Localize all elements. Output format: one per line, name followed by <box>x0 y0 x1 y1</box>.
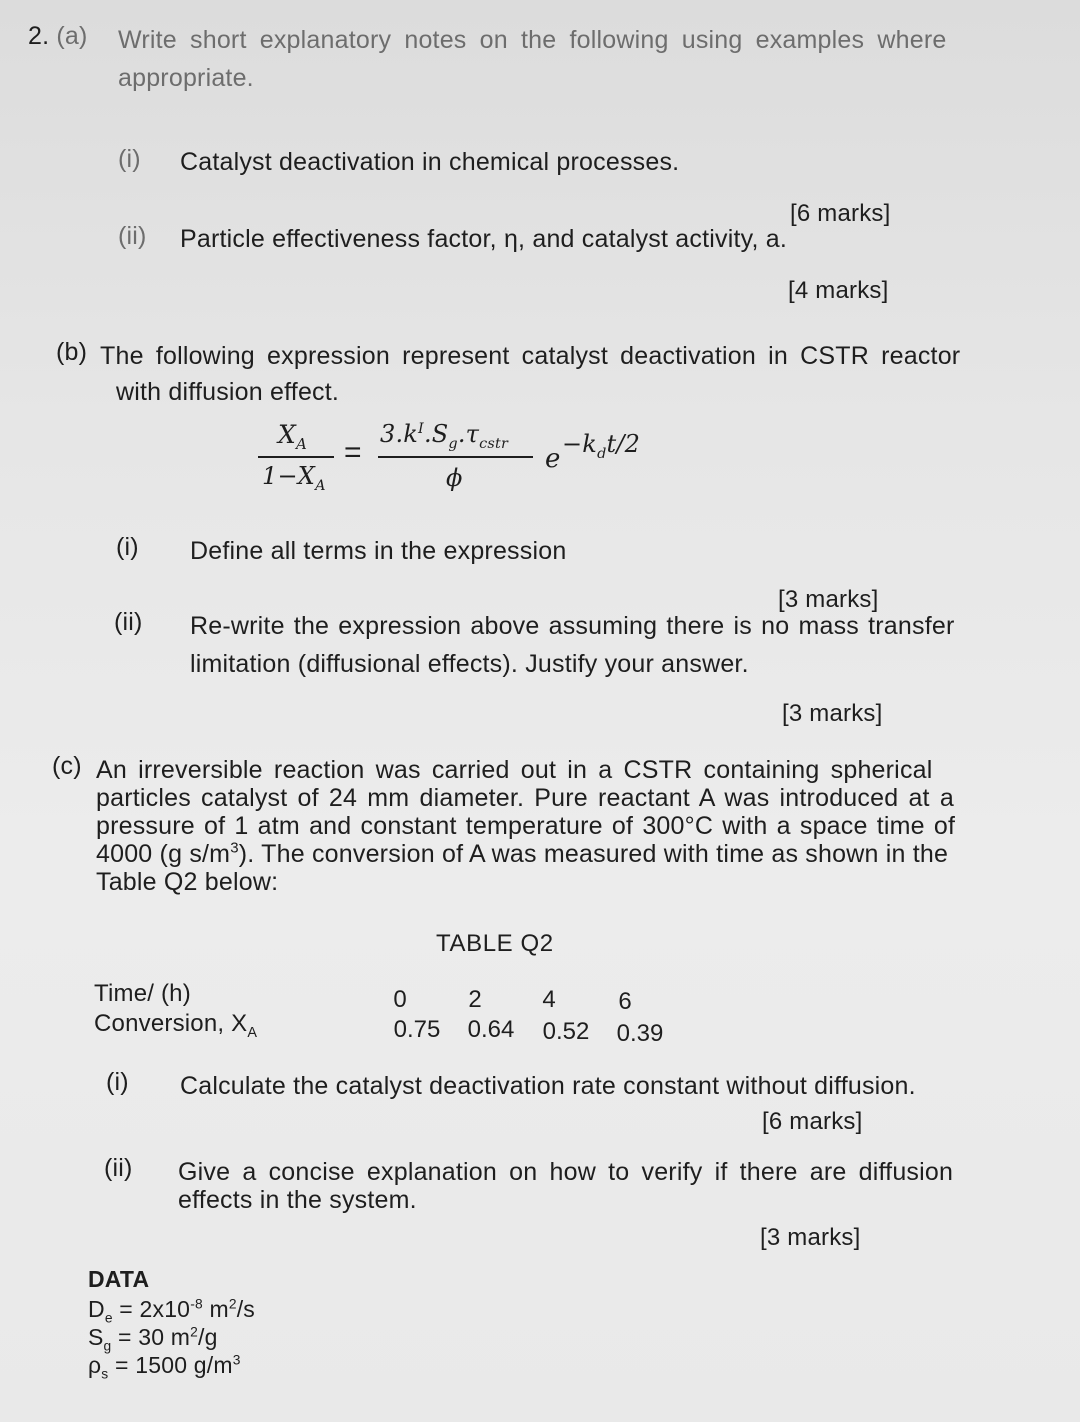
part-a-intro-line1: Write short explanatory notes on the following using examples where <box>118 26 947 54</box>
part-c-item2-text-line1: Give a concise explanation on how to verify if there are diffusion <box>178 1158 954 1186</box>
part-b-item1-marks: [3 marks] <box>778 586 879 613</box>
equation-lhs-numerator: $X_A$ <box>278 420 308 453</box>
part-a-item2-text: Particle effectiveness factor, η, and catalyst activity, a. <box>180 225 787 253</box>
table-cell-time: 0 <box>393 986 407 1013</box>
part-b-intro-line2: with diffusion effect. <box>116 378 340 406</box>
table-title: TABLE Q2 <box>436 930 554 957</box>
part-b-label: (b) <box>56 338 88 366</box>
table-cell-conversion: 0.64 <box>467 1016 515 1043</box>
part-c-intro-line3: pressure of 1 atm and constant temperature of 300°C with a space time of <box>96 812 956 840</box>
equation-exponential: e <box>545 444 561 474</box>
part-c-item1-marks: [6 marks] <box>762 1108 863 1135</box>
part-c-label: (c) <box>52 752 82 780</box>
table-cell-conversion: 0.75 <box>393 1016 441 1043</box>
part-b-item2-marks: [3 marks] <box>782 700 883 727</box>
part-a-item1-label: (i) <box>118 145 141 173</box>
table-cell-conversion: 0.52 <box>542 1018 590 1045</box>
part-a-label: (a) <box>56 22 88 50</box>
equation-lhs-fraction-bar <box>258 456 334 458</box>
part-b-item2-text-line2: limitation (diffusional effects). Justify your answer. <box>190 650 749 678</box>
data-de: $D_e = 2x10^{-8}$ $m^2/s$ <box>88 1296 255 1326</box>
part-b-item1-label: (i) <box>116 533 139 561</box>
data-sg: $S_g = 30$ $m^2/g$ <box>88 1324 218 1354</box>
part-a-intro-line2: appropriate. <box>118 64 254 92</box>
part-b-item2-text-line1: Re-write the expression above assuming there is no mass transfer <box>190 612 955 640</box>
part-c-item2-text-line2: effects in the system. <box>178 1186 417 1214</box>
equation-rhs-denominator: ϕ <box>446 464 463 492</box>
table-cell-time: 2 <box>468 986 482 1013</box>
part-a-item1-text: Catalyst deactivation in chemical processes. <box>180 148 680 176</box>
part-c-intro-line2: particles catalyst of 24 mm diameter. Pure reactant A was introduced at a <box>96 784 954 812</box>
part-c-item2-label: (ii) <box>104 1154 133 1182</box>
part-c-item2-marks: [3 marks] <box>760 1224 861 1251</box>
part-c-intro-line5: Table Q2 below: <box>96 868 279 896</box>
equation-exponent: $-k_dt/2$ <box>562 430 641 462</box>
part-c-item1-text: Calculate the catalyst deactivation rate constant without diffusion. <box>180 1072 916 1100</box>
part-b-item1-text: Define all terms in the expression <box>190 537 567 565</box>
data-ps: $\rho_s = 1500$ $g/m^3$ <box>88 1352 241 1382</box>
equation-equals-sign: = <box>344 436 362 469</box>
part-c-item1-label: (i) <box>106 1068 129 1096</box>
table-row-label-time: Time/ (h) <box>94 980 191 1007</box>
part-b-intro-line1: The following expression represent catalyst deactivation in CSTR reactor <box>100 342 961 370</box>
equation-rhs-numerator: $3.k^I.S_g.\tau_{cstr}$ <box>380 420 509 452</box>
equation-rhs-fraction-bar <box>378 456 533 458</box>
part-b-item2-label: (ii) <box>114 608 143 636</box>
data-heading: DATA <box>88 1266 150 1292</box>
table-cell-time: 6 <box>618 988 632 1015</box>
equation-lhs-denominator: $1-X_A$ <box>262 462 326 494</box>
table-cell-conversion: 0.39 <box>616 1020 664 1047</box>
part-a-item1-marks: [6 marks] <box>790 200 891 227</box>
table-row-label-conversion: Conversion, $X_A$ <box>94 1010 258 1041</box>
part-c-intro-line4: 4000 (g $s/m^3$). The conversion of A was measured with time as shown in the <box>96 839 949 868</box>
part-a-item2-marks: [4 marks] <box>788 277 889 304</box>
part-a-item2-label: (ii) <box>118 222 147 250</box>
table-cell-time: 4 <box>542 986 556 1013</box>
part-c-intro-line1: An irreversible reaction was carried out in a CSTR containing spherical <box>96 756 933 784</box>
question-number: 2. (a) <box>28 22 88 50</box>
